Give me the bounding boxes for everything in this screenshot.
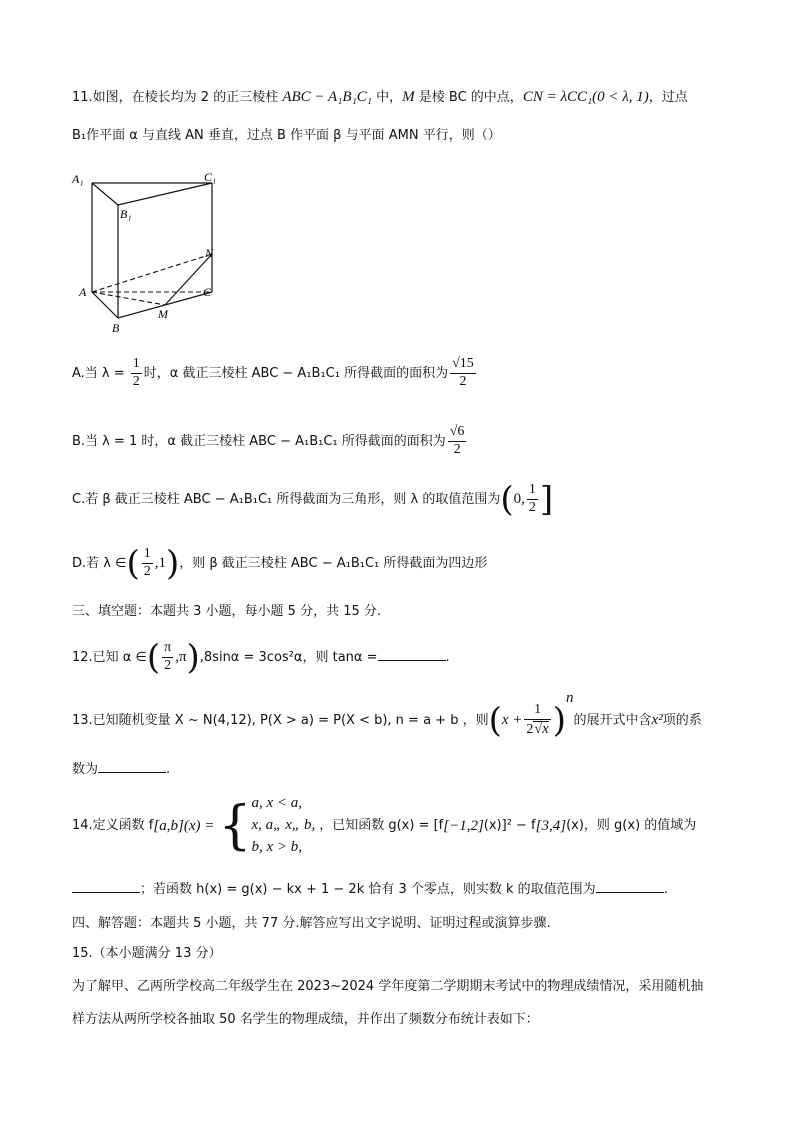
answer-blank[interactable]: [72, 880, 140, 893]
left-brace: {: [218, 796, 252, 856]
q13-line2: 数为 .: [72, 762, 171, 777]
option-c: C.若 β 截正三棱柱 ABC − A₁B₁C₁ 所得截面为三角形，则 λ 的取值范围为(0, $\frac{1}{2}$ ]: [72, 479, 554, 520]
answer-blank[interactable]: [98, 760, 166, 773]
fraction: $\frac{√15}{2}$: [452, 356, 474, 389]
q15-head: 15.（本小题满分 13 分）: [72, 946, 222, 961]
sqrt: √x: [534, 720, 549, 737]
fraction: $\frac{1}{2}$: [528, 482, 536, 515]
q12: 12.已知 α ∈( $\frac{\pi}{2}$ ,π),8sinα = 3cos²α，则 tanα = .: [72, 637, 450, 678]
label-c: C: [203, 285, 212, 299]
q15-paragraph-2: 样方法从两所学校各抽取 50 名学生的物理成绩，并作出了频数分布统计表如下：: [72, 1012, 539, 1027]
option-a: A.当 λ = $\frac{1}{2}$ 时，α 截正三棱柱 ABC − A₁B₁C₁ 所得截面的面积为 $\frac{√15}{2}$: [72, 356, 474, 389]
q14-line2: ；若函数 h(x) = g(x) − kx + 1 − 2k 恰有 3 个零点，则实数 k 的取值范围为 .: [72, 880, 668, 898]
answer-blank[interactable]: [378, 648, 446, 661]
prism-figure: [70, 172, 230, 337]
fraction: $\frac{1}{2}$: [143, 546, 151, 579]
option-d: D.若 λ ∈( $\frac{1}{2}$ ,1)，则 β 截正三棱柱 ABC − A₁B₁C₁ 所得截面为四边形: [72, 543, 488, 584]
label-n: N: [205, 246, 214, 260]
q15-paragraph-1: 为了解甲、乙两所学校高二年级学生在 2023~2024 学年度第二学期期末考试中的物理成绩情况，采用随机抽: [72, 979, 704, 994]
fraction: $\frac{1}{2√x}$: [526, 702, 549, 737]
label-b: B: [112, 321, 120, 335]
piecewise-cases: { a, x < a, x, a„ x„ b, b, x > b,: [218, 795, 316, 856]
fraction: $\frac{√6}{2}$: [449, 424, 465, 457]
fraction: $\frac{1}{2}$: [132, 356, 140, 389]
fraction: $\frac{\pi}{2}$: [164, 640, 172, 673]
q11-line1: 11.如图，在棱长均为 2 的正三棱柱 ABC − A₁B₁C₁ 中，M 是棱 BC 的中点，CN = λCC₁(0 < λ, 1)，过点: [72, 89, 688, 105]
label-m: M: [158, 307, 168, 321]
section-4-title: 四、解答题：本题共 5 小题，共 77 分.解答应写出文字说明、证明过程或演算步骤.: [72, 916, 551, 931]
answer-blank[interactable]: [596, 880, 664, 893]
label-a: A: [79, 285, 87, 299]
q14-line1: 14.定义函数 f [a,b] (x) = { a, x < a, x, a„ x„ b, b, x > b, ，已知函数 g(x) = [f [−1,2] (x)]² − f [3,4] (x)，则 g(x) 的值域为: [72, 795, 696, 857]
vector-cn: CN = λCC₁(0 < λ, 1): [522, 89, 649, 105]
section-3-title: 三、填空题：本题共 3 小题，每小题 5 分，共 15 分.: [72, 604, 382, 619]
edge-ab: [92, 292, 118, 318]
label-a1: A₁: [72, 172, 84, 186]
q13-line1: 13.已知随机变量 X ~ N(4,12), P(X > a) = P(X < b), n = a + b ，则(x + $\frac{1}{2√x}$ )$^n$的展开式中含x²项的系: [72, 690, 702, 741]
prism-name: ABC − A₁B₁C₁: [282, 89, 372, 105]
label-c1: C₁: [204, 172, 217, 184]
edge-a1b1: [92, 183, 118, 205]
option-b: B.当 λ = 1 时，α 截正三棱柱 ABC − A₁B₁C₁ 所得截面的面积为 $\frac{√6}{2}$: [72, 424, 465, 457]
label-b1: B₁: [120, 207, 132, 221]
q11-line2: B₁作平面 α 与直线 AN 垂直，过点 B 作平面 β 与平面 AMN 平行，则（）: [72, 128, 501, 143]
edge-b1c1: [118, 183, 212, 205]
